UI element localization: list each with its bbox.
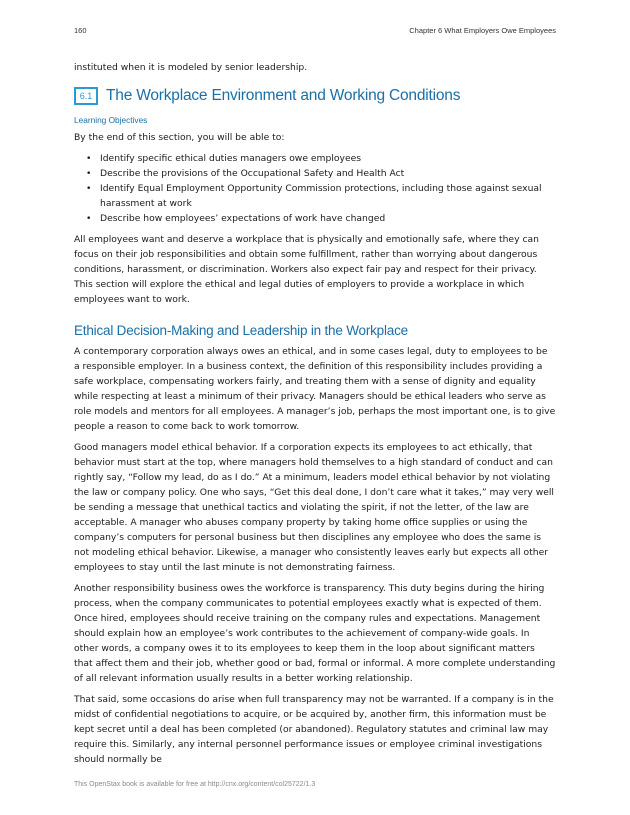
bullet-icon: • xyxy=(86,183,92,194)
learning-objectives-lead: By the end of this section, you will be able to: xyxy=(74,132,285,143)
section-heading xyxy=(74,85,556,107)
intro-text: instituted when it is modeled by senior leadership. xyxy=(74,62,308,73)
list-item: • Identify specific ethical duties managers owe employees xyxy=(86,153,362,164)
footer-text: This OpenStax book is available for free at http://cnx.org/content/col25722/1.3 xyxy=(74,781,316,788)
bullet-icon: • xyxy=(86,213,92,224)
list-item: • Identify Equal Employment Opportunity Commission protections, including those against sexual harassment at work xyxy=(86,183,542,209)
running-header xyxy=(74,26,556,38)
section-number-badge: 6.1 xyxy=(74,87,98,105)
bullet-icon: • xyxy=(86,153,92,164)
page-content xyxy=(74,60,556,773)
body-paragraph: That said, some occasions do arise when full transparency may not be warranted. If a company is in the midst of confidential negotiations to acquire, or be acquired by, another firm, this information must be kept secret until a deal has been completed (or abandoned). Regulatory statutes and criminal law may require this. Similarly, any internal personnel performance issues or employee criminal investigations should normally be xyxy=(74,694,554,765)
learning-objectives-list xyxy=(74,151,556,226)
chapter-title: Chapter 6 What Employers Owe Employees xyxy=(409,26,556,35)
list-item: • Describe the provisions of the Occupational Safety and Health Act xyxy=(86,168,405,179)
learning-objectives-heading: Learning Objectives xyxy=(74,115,148,125)
list-item: • Describe how employees’ expectations of work have changed xyxy=(86,213,386,224)
page-number: 160 xyxy=(74,26,87,35)
body-paragraph: Another responsibility business owes the workforce is transparency. This duty begins during the hiring process, when the company communicates to potential employees exactly what is expected of them. Once hired, employees should receive training on the company rules and expectations. Management should explain how an employee’s work contributes to the achievement of company-wide goals. In other words, a company owes it to its employees to keep them in the loop about significant matters that affect them and their job, whether good or bad, formal or informal. A more complete understanding of all relevant information usually results in a better working relationship. xyxy=(74,583,556,684)
body-paragraph: Good managers model ethical behavior. If a corporation expects its employees to act ethically, that behavior must start at the top, where managers hold themselves to a high standard of conduct and can rightly say, “Follow my lead, do as I do.” At a minimum, leaders model ethical behavior by not violating the law or company policy. One who says, “Get this deal done, I don’t care what it takes,” may very well be sending a message that unethical tactics and violating the spirit, if not the letter, of the law are acceptable. A manager who abuses company property by taking home office supplies or using the company’s computers for personal business but then disciplines any employee who does the same is not modeling ethical behavior. Likewise, a manager who consistently leaves early but expects all other employees to stay until the last minute is not demonstrating fairness. xyxy=(74,442,554,573)
section-title: The Workplace Environment and Working Conditions xyxy=(106,87,461,104)
bullet-icon: • xyxy=(86,168,92,179)
body-paragraph: A contemporary corporation always owes an ethical, and in some cases legal, duty to employees to be a responsible employer. In a business context, the definition of this responsibility includes providing a safe workplace, compensating workers fairly, and treating them with a sense of dignity and equality while respecting at least a minimum of their privacy. Managers should be ethical leaders who serve as role models and mentors for all employees. A manager’s job, perhaps the most important one, is to give people a reason to come back to work tomorrow. xyxy=(74,346,556,432)
subsection-title: Ethical Decision-Making and Leadership in the Workplace xyxy=(74,323,408,338)
section-intro-paragraph: All employees want and deserve a workplace that is physically and emotionally safe, where they can focus on their job responsibilities and obtain some fulfillment, rather than worrying about dangerous conditions, harassment, or discrimination. Workers also expect fair pay and respect for their privacy. This section will explore the ethical and legal duties of employers to provide a workplace in which employees want to work. xyxy=(74,234,539,305)
